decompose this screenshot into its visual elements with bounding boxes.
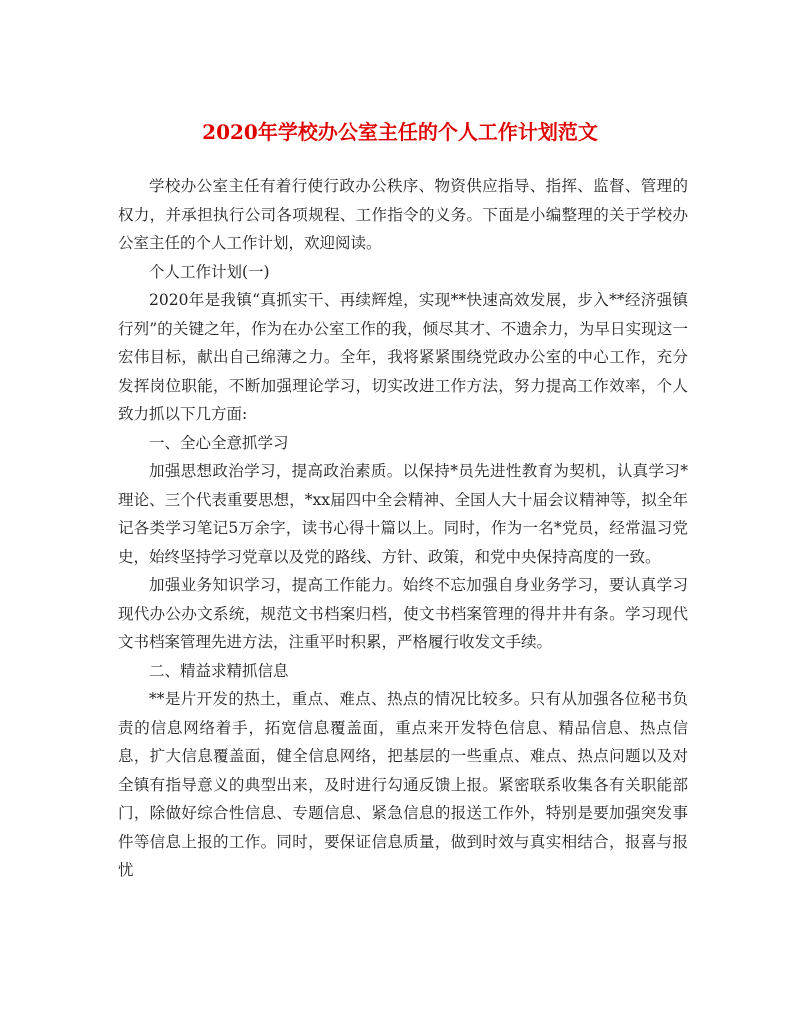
document-title: 2020年学校办公室主任的个人工作计划范文 (202, 120, 598, 144)
paragraph-business-study: 加强业务知识学习，提高工作能力。始终不忘加强自身业务学习，要认真学习现代办公办文系统，规范文书档案归档，使文书档案管理的得井井有条。学习现代文书档案管理先进方法，注重平时积累，严格履行收发文手续。 (118, 576, 688, 651)
paragraph-political-study: 加强思想政治学习，提高政治素质。以保持*员先进性教育为契机，认真学习*理论、三个代表重要思想，*xx届四中全会精神、全国人大十届会议精神等，拟全年记各类学习笔记5万余字，读书心得十篇以上。同时，作为一名*党员，经常温习党史，始终坚持学习党章以及党的路线、方针、政策，和党中央保持高度的一致。 (118, 462, 688, 566)
section-heading-study: 一、全心全意抓学习 (149, 433, 289, 452)
section-heading-plan-one: 个人工作计划(一) (149, 262, 270, 281)
section-heading-information: 二、精益求精抓信息 (149, 661, 289, 680)
paragraph-overview: 2020年是我镇“真抓实干、再续辉煌，实现**快速高效发展，步入**经济强镇行列”的关键之年，作为在办公室工作的我，倾尽其才、不遗余力，为早日实现这一宏伟目标，献出自己绵薄之力。全年，我将紧紧围绕党政办公室的中心工作，充分发挥岗位职能，不断加强理论学习，切实改进工作方法，努力提高工作效率，个人致力抓以下几方面: (118, 291, 688, 423)
paragraph-intro: 学校办公室主任有着行使行政办公秩序、物资供应指导、指挥、监督、管理的权力，并承担执行公司各项规程、工作指令的义务。下面是小编整理的关于学校办公室主任的个人工作计划，欢迎阅读。 (118, 177, 688, 252)
paragraph-information: **是片开发的热土，重点、难点、热点的情况比较多。只有从加强各位秘书负责的信息网络着手，拓宽信息覆盖面，重点来开发特色信息、精品信息、热点信息，扩大信息覆盖面，健全信息网络，把基层的一些重点、难点、热点问题以及对全镇有指导意义的典型出来，及时进行勾通反馈上报。紧密联系收集各有关职能部门，除做好综合性信息、专题信息、紧急信息的报送工作外，特别是要加强突发事件等信息上报的工作。同时，要保证信息质量，做到时效与真实相结合，报喜与报忧 (118, 690, 688, 879)
document-body (118, 172, 688, 885)
